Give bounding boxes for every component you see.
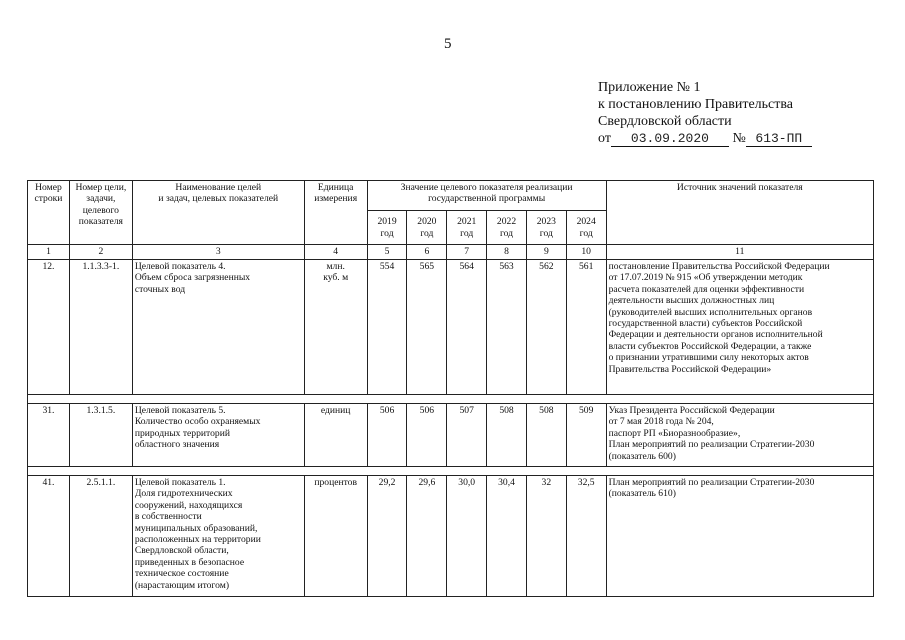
value-2021: 507 <box>447 404 487 467</box>
column-number: 5 <box>367 245 407 260</box>
header-source: Источник значений показателя <box>606 181 873 245</box>
appendix-subtitle-2: Свердловской области <box>598 114 732 129</box>
resolution-date: 03.09.2020 <box>611 132 729 147</box>
row-number: 41. <box>28 476 70 597</box>
row-gap <box>28 467 874 476</box>
column-number: 4 <box>304 245 367 260</box>
value-2022: 508 <box>487 404 527 467</box>
unit: млн. куб. м <box>304 260 367 395</box>
appendix-title: Приложение № 1 <box>598 80 701 95</box>
header-year-2019: 2019 год <box>367 211 407 245</box>
value-2022: 563 <box>487 260 527 395</box>
value-2023: 32 <box>526 476 566 597</box>
column-number: 1 <box>28 245 70 260</box>
column-number: 8 <box>487 245 527 260</box>
source: Указ Президента Российской Федерации от 7 мая 2018 года № 204, паспорт РП «Биоразнообразие», План мероприятий по реализации Стратегии-2030 (показатель 600) <box>606 404 873 467</box>
column-number: 9 <box>526 245 566 260</box>
row-number: 31. <box>28 404 70 467</box>
source: План мероприятий по реализации Стратегии-2030 (показатель 610) <box>606 476 873 597</box>
column-number: 3 <box>132 245 304 260</box>
value-2020: 29,6 <box>407 476 447 597</box>
appendix-date-line <box>598 130 812 147</box>
value-2023: 562 <box>526 260 566 395</box>
table-row <box>28 476 874 597</box>
header-year-2021: 2021 год <box>447 211 487 245</box>
row-gap <box>28 395 874 404</box>
value-2020: 506 <box>407 404 447 467</box>
table-row <box>28 260 874 395</box>
number-label: № <box>732 131 746 146</box>
column-number-row <box>28 245 874 260</box>
target-code: 1.3.1.5. <box>69 404 132 467</box>
table-row <box>28 404 874 467</box>
appendix-header <box>598 79 812 147</box>
value-2021: 30,0 <box>447 476 487 597</box>
value-2023: 508 <box>526 404 566 467</box>
column-number: 10 <box>566 245 606 260</box>
unit: единиц <box>304 404 367 467</box>
header-values: Значение целевого показателя реализации государственной программы <box>367 181 606 211</box>
indicator-name: Целевой показатель 4. Объем сброса загрязненных сточных вод <box>132 260 304 395</box>
header-year-2020: 2020 год <box>407 211 447 245</box>
value-2019: 554 <box>367 260 407 395</box>
value-2024: 32,5 <box>566 476 606 597</box>
value-2024: 561 <box>566 260 606 395</box>
value-2022: 30,4 <box>487 476 527 597</box>
indicator-name: Целевой показатель 1. Доля гидротехнических сооружений, находящихся в собственности муниципальных образований, расположенных на территории Свердловской области, приведенных в безопасное техническое состояние (нарастающим итогом) <box>132 476 304 597</box>
target-code: 2.5.1.1. <box>69 476 132 597</box>
header-row-number: Номер строки <box>28 181 70 245</box>
source: постановление Правительства Российской Федерации от 17.07.2019 № 915 «Об утверждении методик расчета показателей для оценки эффективности деятельности высших должностных лиц (руководителей высших исполнительных органов государственной власти) субъектов Российской Федерации и деятельности органов исполнительной власти субъектов Российской Федерации, а также о признании утратившими силу некоторых актов Правительства Российской Федерации» <box>606 260 873 395</box>
resolution-number: 613-ПП <box>746 132 812 147</box>
row-number: 12. <box>28 260 70 395</box>
column-number: 11 <box>606 245 873 260</box>
value-2020: 565 <box>407 260 447 395</box>
value-2019: 506 <box>367 404 407 467</box>
value-2021: 564 <box>447 260 487 395</box>
unit: процентов <box>304 476 367 597</box>
value-2024: 509 <box>566 404 606 467</box>
column-number: 2 <box>69 245 132 260</box>
header-name: Наименование целей и задач, целевых показателей <box>132 181 304 245</box>
target-code: 1.1.3.3-1. <box>69 260 132 395</box>
indicator-name: Целевой показатель 5. Количество особо охраняемых природных территорий областного значения <box>132 404 304 467</box>
header-year-2023: 2023 год <box>526 211 566 245</box>
header-year-2024: 2024 год <box>566 211 606 245</box>
column-number: 7 <box>447 245 487 260</box>
column-number: 6 <box>407 245 447 260</box>
indicators-table <box>27 180 874 597</box>
header-unit: Единица измерения <box>304 181 367 245</box>
header-target-number: Номер цели, задачи, целевого показателя <box>69 181 132 245</box>
appendix-subtitle-1: к постановлению Правительства <box>598 97 794 112</box>
value-2019: 29,2 <box>367 476 407 597</box>
from-label: от <box>598 131 611 146</box>
header-year-2022: 2022 год <box>487 211 527 245</box>
page-number: 5 <box>444 36 452 52</box>
